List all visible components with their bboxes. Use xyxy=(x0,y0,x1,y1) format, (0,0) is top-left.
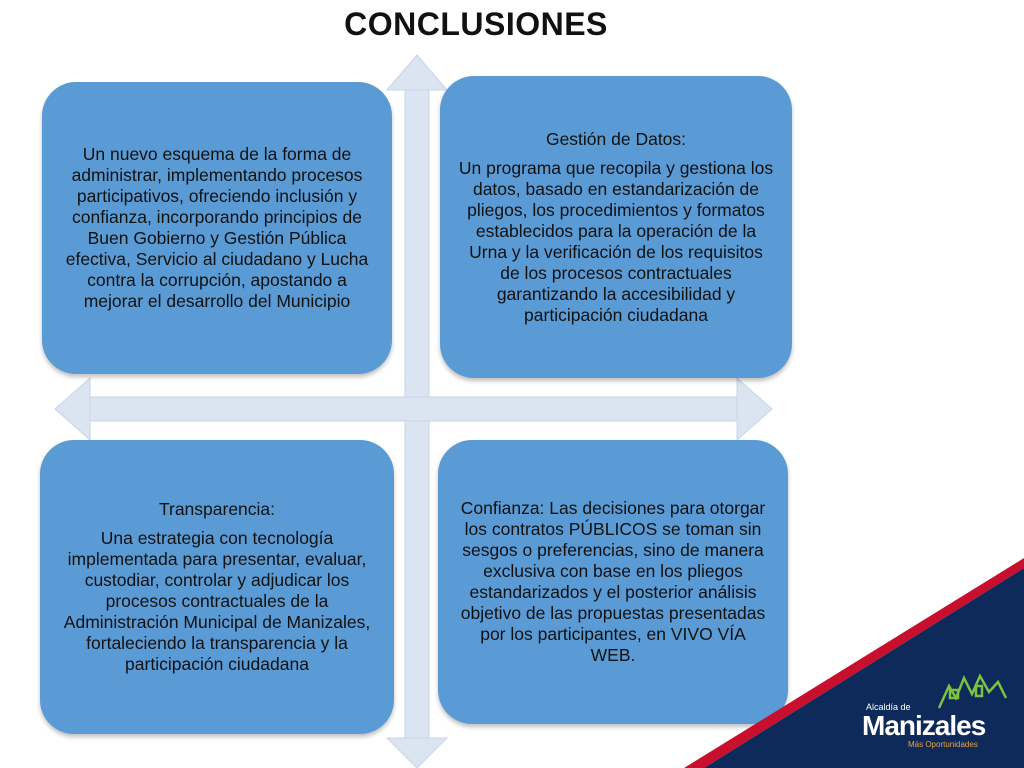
slide-title: CONCLUSIONES xyxy=(344,6,608,42)
arrow-left-icon xyxy=(55,378,90,440)
quadrant-top-right xyxy=(440,76,792,378)
quadrant-top-left-text: Un nuevo esquema de la forma de administrar, implementando procesos participativos, ofreciendo inclusión y confianza, incorporando principios de Buen Gobierno y Gestión Pública efectiva, Servicio al ciudadano y Lucha contra la corrupción, apostando a mejorar el desarrollo del Municipio xyxy=(65,144,369,311)
logo-name: Manizales xyxy=(862,710,986,741)
arrow-right-icon xyxy=(737,378,772,440)
quadrant-bottom-left xyxy=(40,440,394,734)
quadrant-bottom-left-text: Una estrategia con tecnología implementada para presentar, evaluar, custodiar, controlar y adjudicar los procesos contractuales de la Administración Municipal de Manizales, fortaleciendo la transparencia y la participación ciudadana xyxy=(63,528,371,674)
logo-prefix: Alcaldía de xyxy=(866,702,911,712)
quadrant-top-left xyxy=(42,82,392,374)
quadrant-top-right-heading: Gestión de Datos: xyxy=(545,128,687,149)
quadrant-top-right-text: Un programa que recopila y gestiona los datos, basado en estandarización de pliegos, los procedimientos y formatos establecidos para la operación de la Urna y la verificación de los requisitos de los procesos contractuales garantizando la accesibilidad y participación ciudadana xyxy=(458,157,774,325)
logo-tagline: Más Oportunidades xyxy=(908,740,978,749)
arrow-up-icon xyxy=(387,55,447,90)
quadrant-bottom-left-heading: Transparencia: xyxy=(158,499,276,519)
quadrant-bottom-right-text: Confianza: Las decisiones para otorgar los contratos PÚBLICOS se toman sin sesgos o preferencias, sino de manera exclusiva con base en los pliegos estandarizados y el posterior análisis objetivo de las propuestas presentadas por los participantes, en VIVO VÍA WEB. xyxy=(460,498,766,665)
arrow-down-icon xyxy=(387,738,447,768)
horizontal-axis xyxy=(85,397,745,421)
